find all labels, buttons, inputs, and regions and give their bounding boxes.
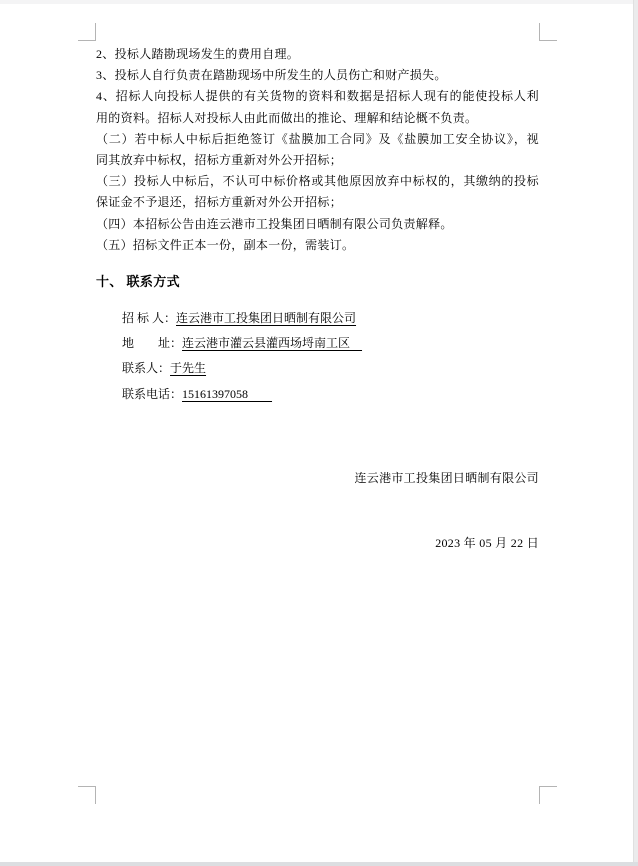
paragraph-line: （三）投标人中标后，不认可中标价格或其他原因放弃中标权的，其缴纳的投标 — [96, 174, 539, 189]
signature-block — [96, 424, 539, 598]
text-boundary-mark-bottom-left — [78, 786, 96, 804]
paragraph-line: 同其放弃中标权，招标方重新对外公开招标； — [96, 153, 343, 168]
contact-info-block — [122, 306, 539, 407]
contact-label: 联系人： — [122, 361, 171, 376]
paragraph-line: 2、投标人踏勘现场发生的费用自理。 — [96, 47, 300, 61]
paragraph-line: 保证金不予退还，招标方重新对外公开招标； — [96, 195, 343, 210]
contact-value-underlined: 于先生 — [170, 361, 207, 376]
text-boundary-mark-top-left — [78, 23, 96, 41]
signature-company: 连云港市工投集团日晒制有限公司 — [354, 470, 539, 485]
paragraph-line: 用的资料。招标人对投标人由此而做出的推论、理解和结论概不负责。 — [96, 110, 478, 125]
contact-row — [122, 356, 539, 381]
contact-row — [122, 382, 539, 407]
contact-value-underlined: 连云港市灌云县灌西场埒南工区 — [182, 336, 363, 351]
paragraph-line: （二）若中标人中标后拒绝签订《盐膜加工合同》及《盐膜加工安全协议》，视 — [96, 131, 539, 146]
paragraph-line: 4、招标人向投标人提供的有关货物的资料和数据是招标人现有的能使投标人利 — [96, 89, 539, 104]
contact-row — [122, 331, 539, 356]
contact-value-underlined: 连云港市工投集团日晒制有限公司 — [176, 311, 357, 325]
page-bottom-edge — [0, 862, 638, 866]
page-top-edge — [0, 0, 638, 4]
contact-label: 招 标 人： — [122, 311, 177, 325]
paragraph-line: （五）招标文件正本一份，副本一份，需装订。 — [96, 237, 355, 252]
signature-date: 2023 年 05 月 22 日 — [435, 535, 539, 550]
paragraph-line: 3、投标人自行负责在踏勘现场中所发生的人员伤亡和财产损失。 — [96, 68, 447, 83]
text-boundary-mark-bottom-right — [539, 786, 557, 804]
contact-value-underlined: 15161397058 — [182, 386, 273, 401]
contact-label: 地 址： — [122, 336, 183, 351]
section-heading-contact: 十、 联系方式 — [96, 274, 181, 289]
text-boundary-mark-top-right — [539, 23, 557, 41]
contact-label: 联系电话： — [122, 386, 183, 401]
paragraph-line: （四）本招标公告由连云港市工投集团日晒制有限公司负责解释。 — [96, 216, 453, 231]
page-right-edge — [633, 0, 638, 866]
body-paragraphs — [96, 44, 539, 256]
contact-row — [122, 306, 539, 331]
